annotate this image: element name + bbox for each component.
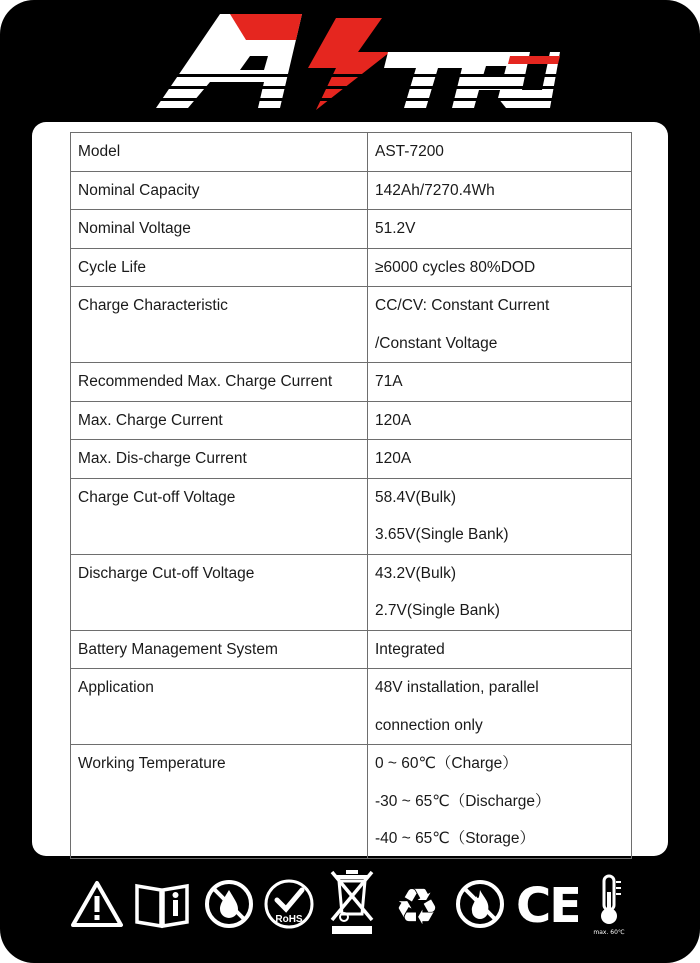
spec-value-line: -40 ~ 65℃（Storage） (375, 830, 536, 847)
spec-value-line: connection only (375, 716, 483, 734)
spec-label: Nominal Voltage (71, 210, 368, 249)
certification-icons (70, 866, 630, 946)
spec-label: Nominal Capacity (71, 171, 368, 210)
spec-row (71, 630, 632, 669)
spec-label: Cycle Life (71, 248, 368, 287)
spec-value (368, 630, 632, 669)
spec-value-line: 43.2V(Bulk) (375, 564, 456, 582)
spec-value-line: 120A (375, 450, 412, 467)
recycle-icon (390, 878, 444, 937)
spec-label: Application (71, 669, 368, 745)
spec-value (368, 669, 632, 745)
spec-value (368, 401, 632, 440)
spec-value-line: 0 ~ 60℃（Charge） (375, 755, 518, 772)
spec-value-line: 3.65V(Single Bank) (375, 526, 509, 543)
temperature-icon (588, 872, 630, 943)
spec-label: Working Temperature (71, 745, 368, 859)
spec-label: Charge Cut-off Voltage (71, 478, 368, 554)
no-fire-icon (454, 878, 506, 935)
spec-value-line: -30 ~ 65℃（Discharge） (375, 792, 551, 810)
warning-icon (70, 880, 124, 933)
spec-row (71, 248, 632, 287)
spec-panel (32, 122, 668, 856)
spec-value (368, 171, 632, 210)
spec-value (368, 478, 632, 554)
spec-value-line: 58.4V(Bulk) (375, 488, 456, 506)
spec-row (71, 363, 632, 402)
spec-label: Recommended Max. Charge Current (71, 363, 368, 402)
temperature-icon-text: max. 60℃ (593, 929, 625, 936)
rohs-icon (262, 878, 316, 935)
spec-value-line: 142Ah/7270.4Wh (375, 181, 495, 199)
spec-value (368, 287, 632, 363)
spec-value-line: AST-7200 (375, 143, 444, 160)
spec-label: Max. Dis-charge Current (71, 440, 368, 479)
spec-label: Model (71, 133, 368, 172)
spec-label: Battery Management System (71, 630, 368, 669)
spec-value-line: /Constant Voltage (375, 334, 498, 352)
spec-row (71, 171, 632, 210)
spec-value (368, 745, 632, 859)
spec-row (71, 669, 632, 745)
spec-table (70, 132, 632, 859)
spec-label: Charge Characteristic (71, 287, 368, 363)
spec-value-line: ≥6000 cycles 80%DOD (375, 258, 536, 276)
brand-logo (150, 12, 560, 112)
spec-value (368, 440, 632, 479)
rohs-icon-text: RoHS (275, 914, 303, 925)
no-water-icon (203, 878, 255, 935)
spec-value (368, 210, 632, 249)
svg-text:♻: ♻ (394, 878, 440, 932)
spec-value-line: CC/CV: Constant Current (375, 297, 550, 314)
spec-value (368, 133, 632, 172)
spec-value-line: 2.7V(Single Bank) (375, 602, 500, 619)
spec-row (71, 401, 632, 440)
spec-value-line: 51.2V (375, 220, 416, 237)
spec-row (71, 287, 632, 363)
ce-mark-text: CE (518, 878, 578, 932)
spec-row (71, 440, 632, 479)
spec-row (71, 554, 632, 630)
spec-value-line: Integrated (375, 640, 445, 658)
spec-label: Max. Charge Current (71, 401, 368, 440)
spec-row (71, 133, 632, 172)
spec-value (368, 363, 632, 402)
ce-mark-icon (518, 876, 578, 937)
spec-value-line: 71A (375, 373, 403, 390)
spec-value-line: 120A (375, 411, 412, 429)
spec-row (71, 210, 632, 249)
spec-row (71, 478, 632, 554)
spec-label: Discharge Cut-off Voltage (71, 554, 368, 630)
spec-value (368, 248, 632, 287)
spec-value-line: 48V installation, parallel (375, 679, 539, 696)
spec-row (71, 745, 632, 859)
read-manual-icon (133, 878, 191, 935)
spec-value (368, 554, 632, 630)
weee-bin-icon (326, 866, 378, 943)
